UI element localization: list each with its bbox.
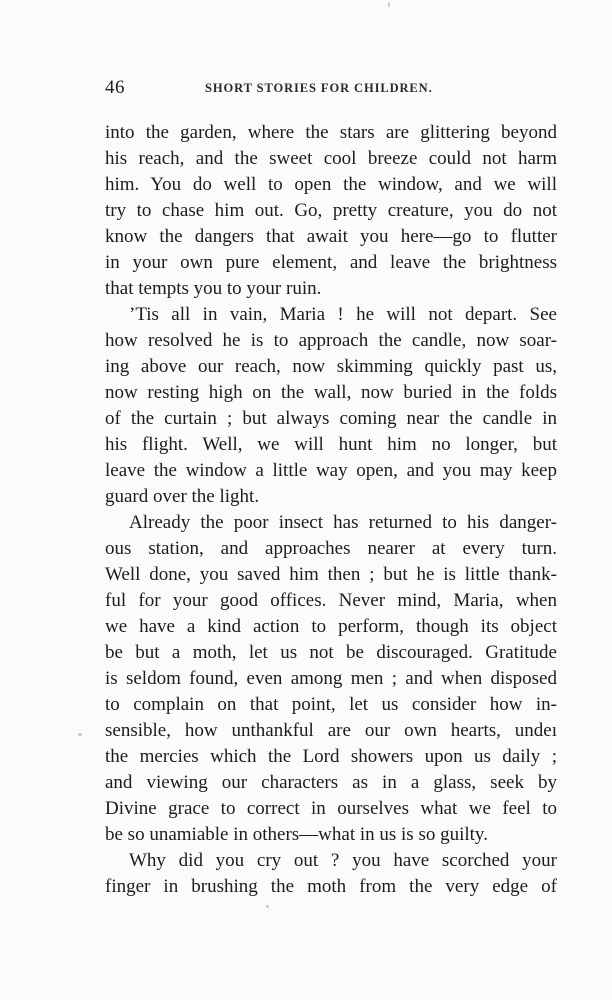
paper-speck <box>78 733 82 736</box>
text-line: his reach, and the sweet cool breeze could not harm <box>105 148 557 169</box>
paragraph <box>105 848 557 900</box>
text-line: Well done, you saved him then ; but he is little thank- <box>105 564 557 585</box>
text-line: that tempts you to your ruin. <box>105 278 322 299</box>
text-line: and viewing our characters as in a glass, seek by <box>105 772 557 793</box>
running-header <box>105 77 557 101</box>
text-line: we have a kind action to perform, though its object <box>105 616 557 637</box>
text-line: the mercies which the Lord showers upon us daily ; <box>105 746 557 767</box>
text-line: how resolved he is to approach the candle, now soar- <box>105 330 557 351</box>
text-line: guard over the light. <box>105 486 260 507</box>
text-line: Why did you cry out ? you have scorched your <box>129 850 557 871</box>
text-line: know the dangers that await you here—go to flutter <box>105 226 557 247</box>
text-line: leave the window a little way open, and you may keep <box>105 460 557 481</box>
text-line: be so unamiable in others—what in us is so guilty. <box>105 824 488 845</box>
paragraph <box>105 302 557 510</box>
text-line: him. You do well to open the window, and we will <box>105 174 557 195</box>
running-title: SHORT STORIES FOR CHILDREN. <box>205 81 433 95</box>
text-line: ous station, and approaches nearer at every turn. <box>105 538 557 559</box>
text-line: ful for your good offices. Never mind, Maria, when <box>105 590 557 611</box>
text-line: sensible, how unthankful are our own hearts, undeı <box>105 720 557 741</box>
text-line: of the curtain ; but always coming near the candle in <box>105 408 557 429</box>
text-line: try to chase him out. Go, pretty creature, you do not <box>105 200 557 221</box>
text-line: into the garden, where the stars are glittering beyond <box>105 122 557 143</box>
text-line: be but a moth, let us not be discouraged. Gratitude <box>105 642 557 663</box>
paragraph <box>105 510 557 848</box>
paragraph <box>105 120 557 302</box>
text-line: ’Tis all in vain, Maria ! he will not depart. See <box>129 304 557 325</box>
text-line: finger in brushing the moth from the very edge of <box>105 876 557 897</box>
text-line: ing above our reach, now skimming quickly past us, <box>105 356 557 377</box>
text-line: is seldom found, even among men ; and when disposed <box>105 668 557 689</box>
text-line: in your own pure element, and leave the brightness <box>105 252 557 273</box>
text-line: now resting high on the wall, now buried in the folds <box>105 382 557 403</box>
text-line: Already the poor insect has returned to his danger- <box>129 512 557 533</box>
text-line: to complain on that point, let us consider how in- <box>105 694 557 715</box>
text-line: Divine grace to correct in ourselves what we feel to <box>105 798 557 819</box>
page-number: 46 <box>105 77 125 98</box>
text-line: his flight. Well, we will hunt him no longer, but <box>105 434 557 455</box>
paper-speck <box>266 905 269 908</box>
paper-speck <box>388 2 390 7</box>
body-text <box>105 120 557 900</box>
